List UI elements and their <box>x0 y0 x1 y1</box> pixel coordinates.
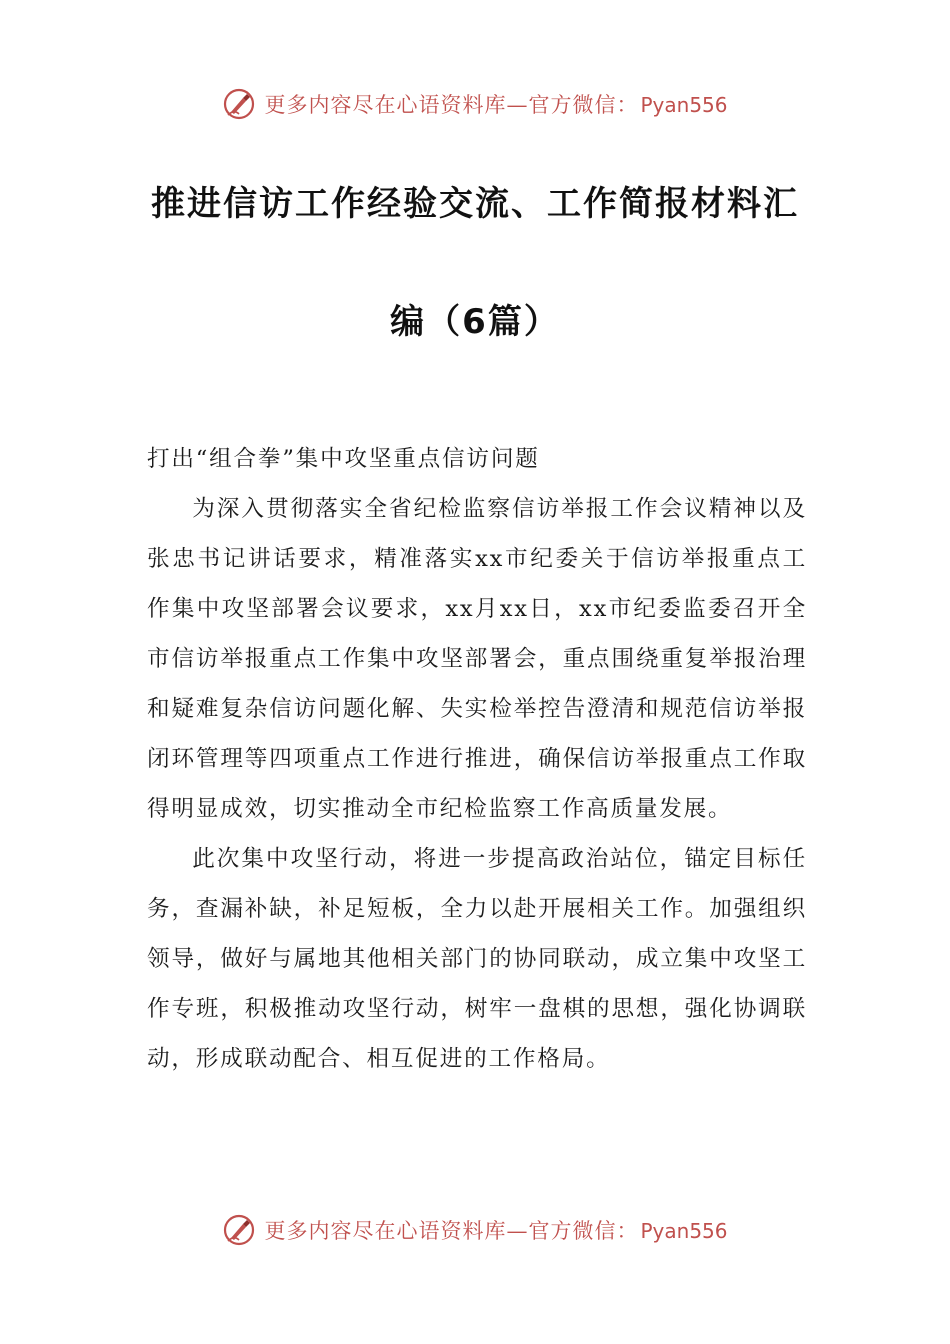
pen-logo-icon <box>222 87 256 121</box>
footer-watermark-banner <box>0 1210 950 1250</box>
watermark-label: 更多内容尽在心语资料库—官方微信： <box>264 1219 639 1243</box>
wechat-handle: Pyan556 <box>640 1219 728 1243</box>
body-paragraph-1: 为深入贯彻落实全省纪检监察信访举报工作会议精神以及张忠书记讲话要求，精准落实xx市纪委关于信访举报重点工作集中攻坚部署会议要求，xx月xx日，xx市纪委监委召开全市信访举报重点工作集中攻坚部署会，重点围绕重复举报治理和疑难复杂信访问题化解、失实检举控告澄清和规范信访举报闭环管理等四项重点工作进行推进，确保信访举报重点工作取得明显成效，切实推动全市纪检监察工作高质量发展。 <box>147 496 807 822</box>
watermark-text <box>264 89 727 119</box>
body-paragraph-2: 此次集中攻坚行动，将进一步提高政治站位，锚定目标任务，查漏补缺，补足短板，全力以赴开展相关工作。加强组织领导，做好与属地其他相关部门的协同联动，成立集中攻坚工作专班，积极推动攻坚行动，树牢一盘棋的思想，强化协调联动，形成联动配合、相互促进的工作格局。 <box>147 846 807 1072</box>
watermark-text <box>264 1215 727 1245</box>
watermark-label: 更多内容尽在心语资料库—官方微信： <box>264 93 639 117</box>
section-heading: 打出“组合拳”集中攻坚重点信访问题 <box>147 446 540 472</box>
document-body <box>147 434 807 1084</box>
header-watermark-banner <box>0 84 950 124</box>
pen-logo-icon <box>222 1213 256 1247</box>
document-title-line-2: 编（6篇） <box>390 302 560 342</box>
document-title-line-1: 推进信访工作经验交流、工作简报材料汇 <box>151 184 799 224</box>
wechat-handle: Pyan556 <box>640 93 728 117</box>
